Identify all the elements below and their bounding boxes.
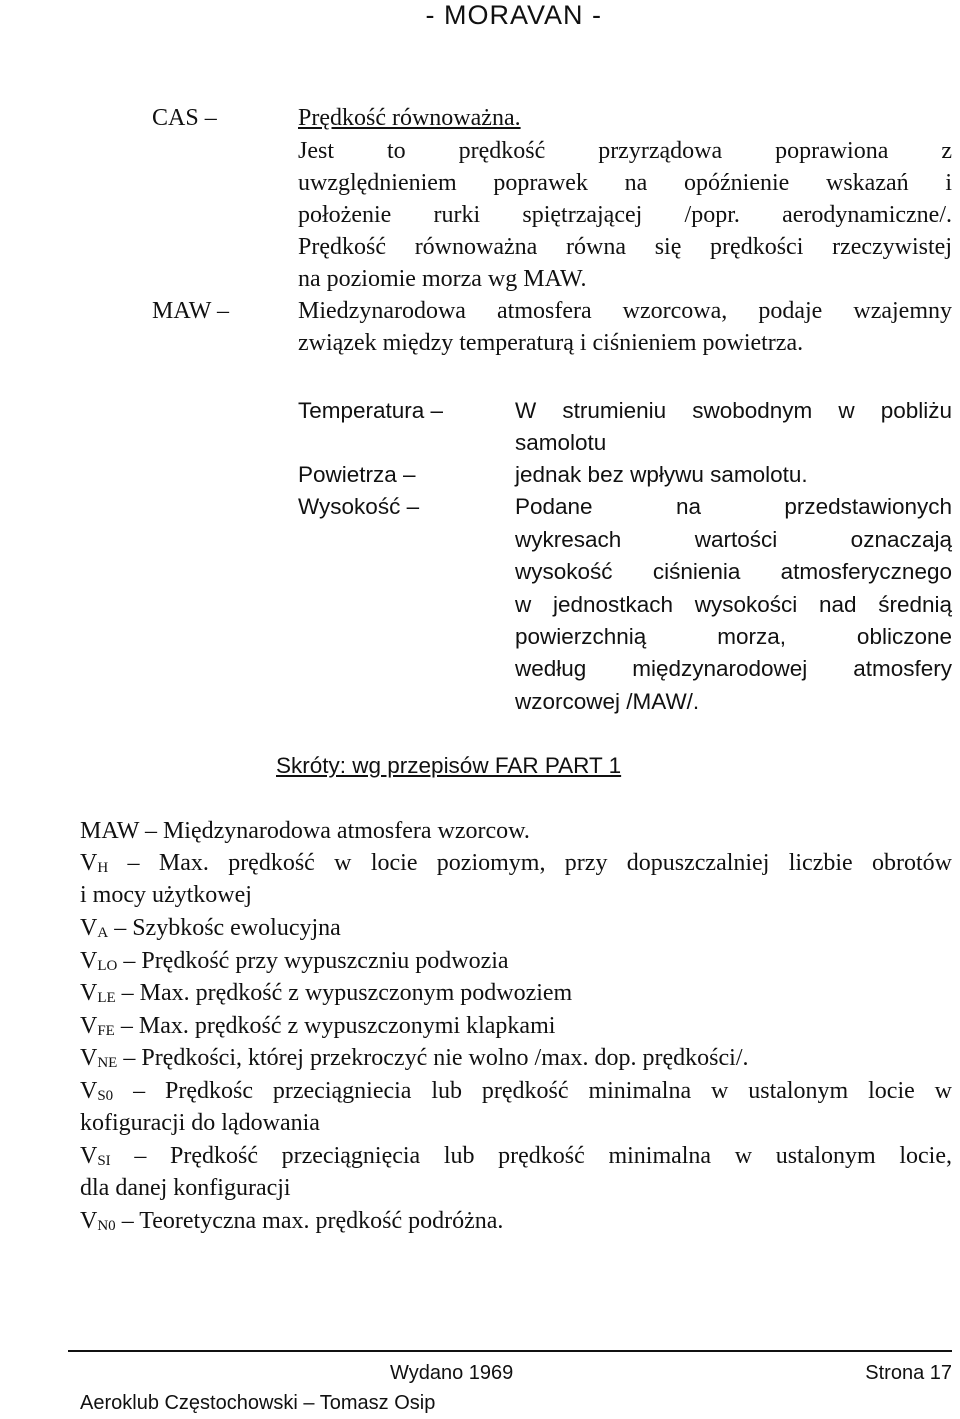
vs0-subscript: S0 xyxy=(97,1088,114,1104)
cas-title: Prędkość równoważna. xyxy=(298,105,521,131)
wysokosc-line: wzorcowej /MAW/. xyxy=(515,689,700,714)
vn0-text: – Teoretyczna max. prędkość podróżna. xyxy=(121,1208,504,1234)
vh-text: – Max. prędkość w locie poziomym, przy dopuszczalniej liczbie obrotów xyxy=(127,850,953,876)
vfe-subscript: FE xyxy=(97,1023,115,1039)
abbr-vsi: $V_{SI}$ – Prędkość przeciągnięcia lub prędkość minimalna w ustalonym locie, xyxy=(80,1143,953,1169)
temperatura-term: Temperatura – xyxy=(298,398,444,423)
abbr-vlo: $V_{LO}$ – Prędkość przy wypuszczniu podwozia xyxy=(80,948,509,974)
wysokosc-line: w jednostkach wysokości nad średnią xyxy=(515,592,952,617)
powietrza-term: Powietrza – xyxy=(298,462,416,487)
vs0-text: – Prędkośc przeciągniecia lub prędkość minimalna w ustalonym locie w xyxy=(133,1078,953,1104)
abbr-vsi-cont: dla danej konfiguracji xyxy=(80,1175,291,1201)
footer-divider xyxy=(68,1350,952,1352)
wysokosc-line: według międzynarodowej atmosfery xyxy=(515,656,952,681)
footer-organization: Aeroklub Częstochowski – Tomasz Osip xyxy=(80,1392,436,1414)
wysokosc-line: wysokość ciśnienia atmosferycznego xyxy=(515,559,952,584)
vle-text: – Max. prędkość z wypuszczonym podwoziem xyxy=(121,980,573,1006)
abbr-vn0: $V_{N0}$ – Teoretyczna max. prędkość podróżna. xyxy=(80,1208,504,1234)
va-text: – Szybkośc ewolucyjna xyxy=(114,915,341,941)
temp-line: jednak bez wpływu samolotu. xyxy=(515,462,808,487)
maw-term: MAW – xyxy=(152,298,229,324)
temp-line: W strumieniu swobodnym w pobliżu xyxy=(515,398,952,423)
footer-page-number: Strona 17 xyxy=(865,1362,952,1384)
maw-line: Miedzynarodowa atmosfera wzorcowa, podaje wzajemny xyxy=(298,298,952,324)
wysokosc-line: Podane na przedstawionych xyxy=(515,494,952,519)
va-subscript: A xyxy=(97,925,109,941)
vn0-subscript: N0 xyxy=(97,1218,116,1234)
vle-subscript: LE xyxy=(97,990,116,1006)
vlo-text: – Prędkość przy wypuszczniu podwozia xyxy=(123,948,509,974)
wysokosc-line: wykresach wartości oznaczają xyxy=(515,527,952,552)
cas-line: na poziomie morza wg MAW. xyxy=(298,266,587,292)
abbr-vh: $V_H$ – Max. prędkość w locie poziomym, przy dopuszczalniej liczbie obrotów xyxy=(80,850,953,876)
vne-subscript: NE xyxy=(97,1055,118,1071)
cas-line: Jest to prędkość przyrządowa poprawiona z xyxy=(298,138,952,164)
page-header-title: - MORAVAN - xyxy=(425,0,602,30)
abbreviations-heading: Skróty: wg przepisów FAR PART 1 xyxy=(276,753,622,778)
vsi-subscript: SI xyxy=(97,1153,111,1169)
vfe-text: – Max. prędkość z wypuszczonymi klapkami xyxy=(120,1013,556,1039)
abbr-vle: $V_{LE}$ – Max. prędkość z wypuszczonym podwoziem xyxy=(80,980,573,1006)
abbr-maw: MAW – Międzynarodowa atmosfera wzorcow. xyxy=(80,818,530,844)
cas-line: Prędkość równoważna równa się prędkości rzeczywistej xyxy=(298,234,952,260)
vne-text: – Prędkości, której przekroczyć nie wolno /max. dop. prędkości/. xyxy=(123,1045,749,1071)
cas-line: uwzględnieniem poprawek na opóźnienie wskazań i xyxy=(298,170,952,196)
vlo-subscript: LO xyxy=(97,958,118,974)
abbr-vh-cont: i mocy użytkowej xyxy=(80,882,252,908)
cas-line: położenie rurki spiętrzającej /popr. aerodynamiczne/. xyxy=(298,202,952,228)
vsi-text: – Prędkość przeciągnięcia lub prędkość minimalna w ustalonym locie, xyxy=(134,1143,953,1169)
vh-subscript: H xyxy=(97,860,109,876)
abbr-vs0-cont: kofiguracji do lądowania xyxy=(80,1110,320,1136)
temp-line: samolotu xyxy=(515,430,607,455)
cas-term: CAS – xyxy=(152,105,217,131)
abbr-va: $V_A$ – Szybkośc ewolucyjna xyxy=(80,915,341,941)
footer-issued: Wydano 1969 xyxy=(390,1362,514,1384)
wysokosc-line: powierzchnią morza, obliczone xyxy=(515,624,952,649)
wysokosc-term: Wysokość – xyxy=(298,494,420,519)
abbr-vne: $V_{NE}$ – Prędkości, której przekroczyć nie wolno /max. dop. prędkości/. xyxy=(80,1045,749,1071)
maw-line: związek między temperaturą i ciśnieniem powietrza. xyxy=(298,330,804,356)
abbr-vfe: $V_{FE}$ – Max. prędkość z wypuszczonymi klapkami xyxy=(80,1013,556,1039)
abbr-vs0: $V_{S0}$ – Prędkośc przeciągniecia lub prędkość minimalna w ustalonym locie w xyxy=(80,1078,953,1104)
